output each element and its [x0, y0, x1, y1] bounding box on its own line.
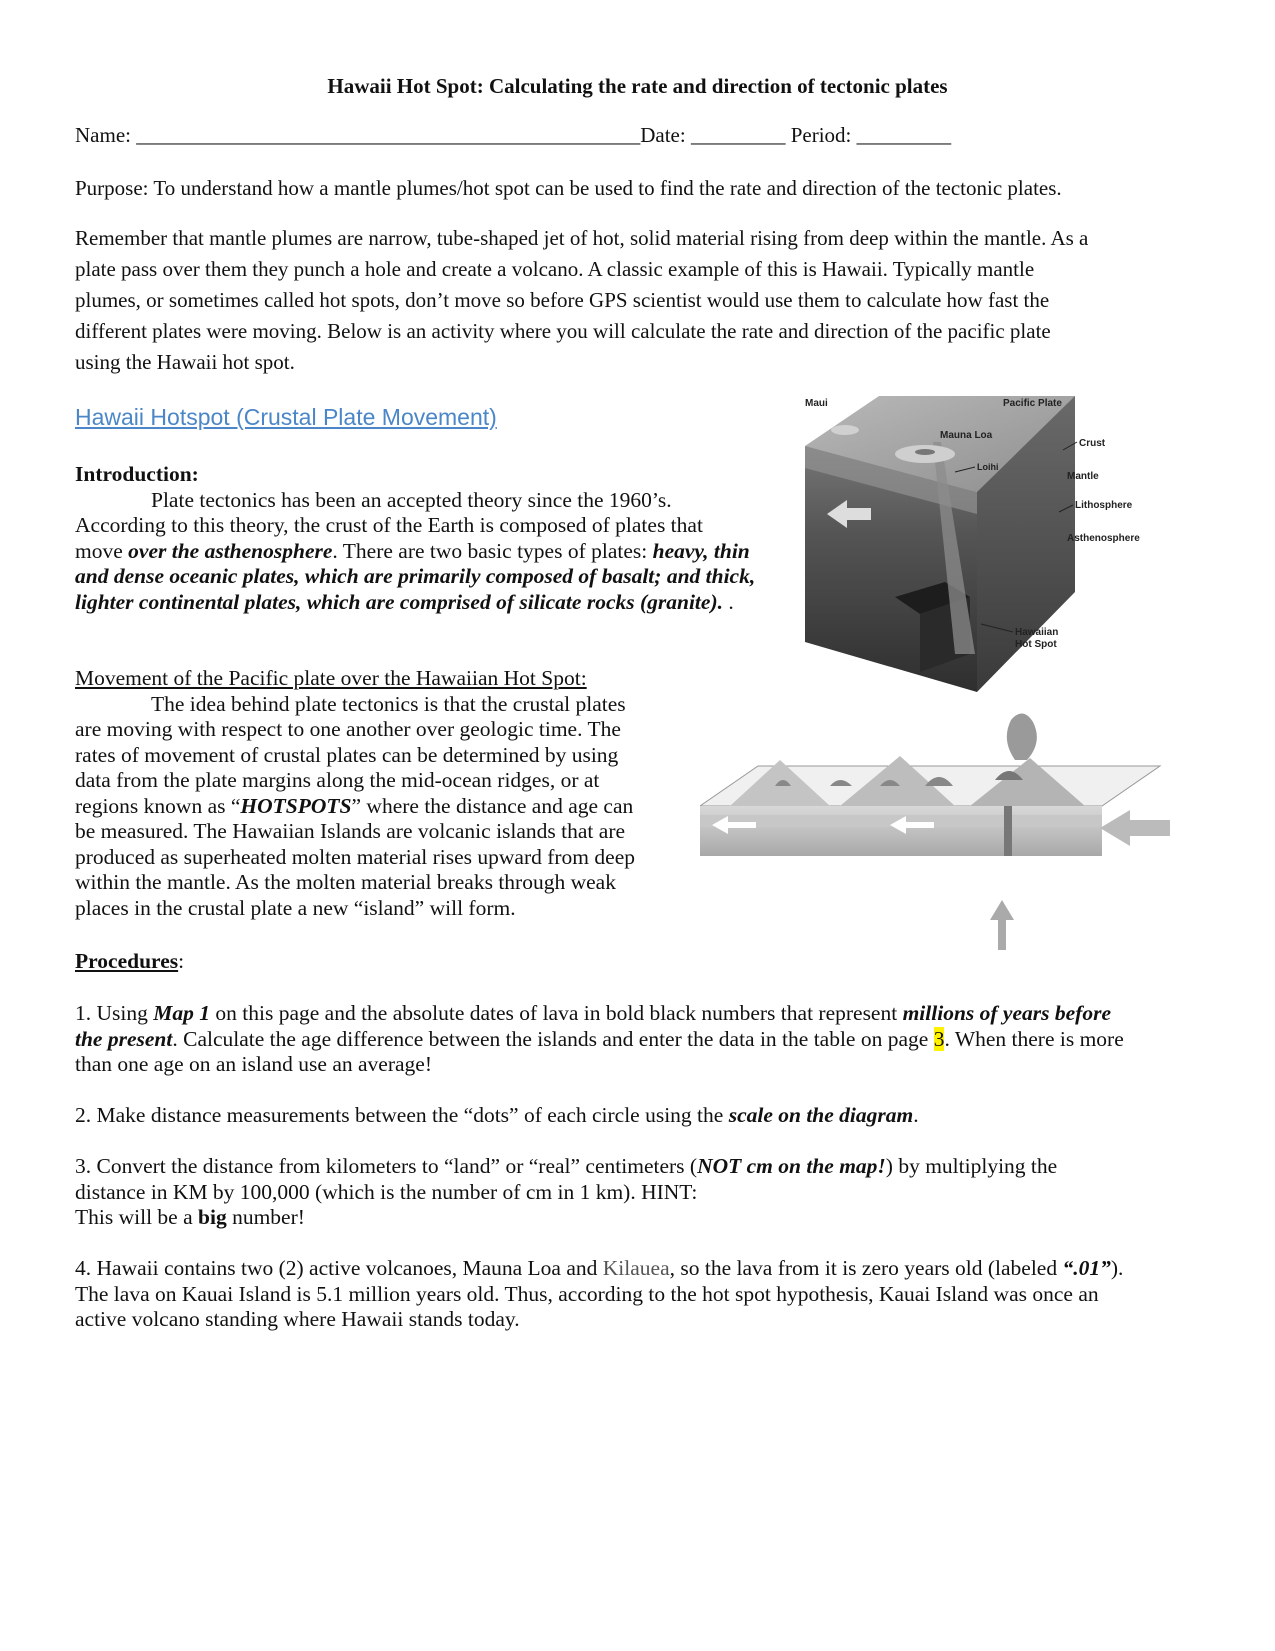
step-text: . When there is more	[944, 1026, 1124, 1051]
name-date-period-row	[75, 120, 951, 151]
step-text: active volcano standing where Hawaii stands today.	[75, 1307, 520, 1331]
movement-text: data from the plate margins along the mid-ocean ridges, or at	[75, 768, 600, 792]
step-emphasis: Map 1	[153, 1001, 210, 1025]
plate-arrow-right	[1100, 810, 1170, 846]
step-emphasis: “.01”	[1062, 1256, 1111, 1280]
step-text: .	[913, 1103, 919, 1127]
label-mauna-loa: Mauna Loa	[940, 430, 993, 441]
intro-paragraph	[75, 223, 1215, 378]
step-text: 2. Make distance measurements between the “dots” of each circle using the	[75, 1103, 729, 1127]
step-text: ) by multiplying the	[885, 1154, 1058, 1178]
introduction-block	[75, 462, 815, 615]
label-hawaiian: Hawaiian	[1015, 627, 1059, 638]
intro-emphasis: lighter continental plates, which are comprised of silicate rocks (granite).	[75, 589, 723, 614]
movement-text: be measured. The Hawaiian Islands are volcanic islands that are	[75, 819, 626, 843]
label-lithosphere: Lithosphere	[1075, 500, 1133, 511]
step-emphasis: big	[198, 1205, 227, 1229]
step-text: This will be a	[75, 1205, 199, 1229]
intro-line: plumes, or sometimes called hot spots, don’t move so before GPS scientist would use them to calculate how fast the	[75, 288, 1050, 312]
procedures-colon: :	[178, 949, 185, 973]
purpose-text: Purpose: To understand how a mantle plumes/hot spot can be used to find the rate and direction of the tectonic plates.	[75, 176, 1062, 200]
movement-block	[75, 666, 695, 921]
movement-heading: Movement of the Pacific plate over the Hawaiian Hot Spot:	[75, 666, 587, 690]
period-field[interactable]: _________	[856, 123, 952, 147]
step-emphasis: the present	[75, 1026, 173, 1051]
intro-line: using the Hawaii hot spot.	[75, 350, 295, 374]
movement-text: regions known as “	[75, 793, 241, 818]
movement-text: ” where the distance and age can	[351, 793, 634, 818]
intro-text: According to this theory, the crust of the Earth is composed of plates that	[75, 513, 703, 537]
label-hot-spot: Hot Spot	[1015, 639, 1057, 650]
maui-island	[831, 425, 859, 435]
intro-emphasis: heavy, thin	[652, 538, 750, 563]
step-emphasis: scale on the diagram	[728, 1103, 914, 1127]
step-text: . Calculate the age difference between the islands and enter the data in the table on page	[172, 1026, 934, 1051]
step-text: ).	[1110, 1256, 1124, 1280]
highlighted-page-number: 3	[933, 1026, 945, 1051]
intro-emphasis: and dense oceanic plates, which are primarily composed of basalt; and thick,	[75, 564, 756, 588]
intro-text: . There are two basic types of plates:	[332, 538, 653, 563]
page-title: Hawaii Hot Spot: Calculating the rate and direction of tectonic plates	[327, 74, 948, 98]
introduction-heading: Introduction:	[75, 462, 199, 486]
movement-emphasis: HOTSPOTS	[240, 793, 352, 818]
caldera	[915, 449, 935, 455]
movement-text: The idea behind plate tectonics is that the crustal plates	[151, 691, 626, 716]
island-chain-diagram	[700, 700, 1195, 970]
procedure-step-3	[75, 1154, 1215, 1231]
period-label: Period:	[790, 123, 852, 147]
intro-text: .	[722, 589, 734, 614]
label-pacific-plate: Pacific Plate	[1003, 398, 1062, 409]
hotspot-block-diagram	[805, 392, 1195, 692]
eruption-cloud	[1007, 713, 1037, 760]
label-asthenosphere: Asthenosphere	[1067, 533, 1140, 544]
intro-text: move	[75, 538, 129, 563]
intro-text: Plate tectonics has been an accepted theory since the 1960’s.	[151, 487, 672, 512]
label-loihi: Loihi	[977, 462, 999, 472]
step-text: distance in KM by 100,000 (which is the number of cm in 1 km). HINT:	[75, 1179, 698, 1204]
step-text: on this page and the absolute dates of lava in bold black numbers that represent	[210, 1001, 903, 1025]
step-text: 4. Hawaii contains two (2) active volcanoes, Mauna Loa and	[75, 1256, 603, 1280]
movement-text: within the mantle. As the molten material breaks through weak	[75, 870, 616, 894]
procedure-step-4	[75, 1256, 1235, 1333]
movement-text: are moving with respect to one another over geologic time. The	[75, 717, 621, 741]
label-maui: Maui	[805, 398, 828, 409]
section-heading-link[interactable]: Hawaii Hotspot (Crustal Plate Movement)	[75, 404, 497, 430]
step-text: than one age on an island use an average!	[75, 1052, 432, 1076]
date-field[interactable]: _________	[690, 123, 786, 147]
step-emphasis: millions of years before	[902, 1001, 1111, 1025]
step-emphasis: NOT cm on the map!	[697, 1154, 886, 1178]
plume-arrow-up	[990, 900, 1014, 950]
label-mantle: Mantle	[1067, 471, 1099, 482]
magma-conduit	[1004, 806, 1012, 856]
movement-text: produced as superheated molten material rises upward from deep	[75, 844, 635, 869]
label-crust: Crust	[1079, 438, 1106, 449]
procedures-heading	[75, 949, 184, 975]
intro-line: plate pass over them they punch a hole and create a volcano. A classic example of this is Hawaii. Typically mantle	[75, 257, 1035, 281]
procedure-step-2	[75, 1103, 1215, 1129]
name-field[interactable]: ________________________________________________	[136, 123, 641, 147]
kilauea-text: Kilauea	[602, 1256, 670, 1280]
step-text: , so the lava from it is zero years old (labeled	[669, 1256, 1063, 1280]
name-label: Name:	[75, 123, 131, 147]
movement-text: rates of movement of crustal plates can be determined by using	[75, 742, 619, 767]
intro-line: different plates were moving. Below is an activity where you will calculate the rate and direction of the pacific plate	[75, 319, 1051, 343]
step-text: 1. Using	[75, 1001, 154, 1025]
intro-emphasis: over the asthenosphere	[128, 538, 333, 563]
movement-text: places in the crustal plate a new “island” will form.	[75, 895, 516, 920]
procedures-title: Procedures	[75, 949, 179, 973]
date-label: Date:	[640, 123, 686, 147]
step-text: number!	[226, 1205, 305, 1229]
step-text: 3. Convert the distance from kilometers to “land” or “real” centimeters (	[75, 1154, 698, 1178]
step-text: The lava on Kauai Island is 5.1 million years old. Thus, according to the hot spot hypothesis, Kauai Island was once an	[75, 1281, 1099, 1306]
intro-line: Remember that mantle plumes are narrow, tube-shaped jet of hot, solid material rising from deep within the mantle. As a	[75, 226, 1089, 250]
procedure-step-1	[75, 1001, 1215, 1078]
